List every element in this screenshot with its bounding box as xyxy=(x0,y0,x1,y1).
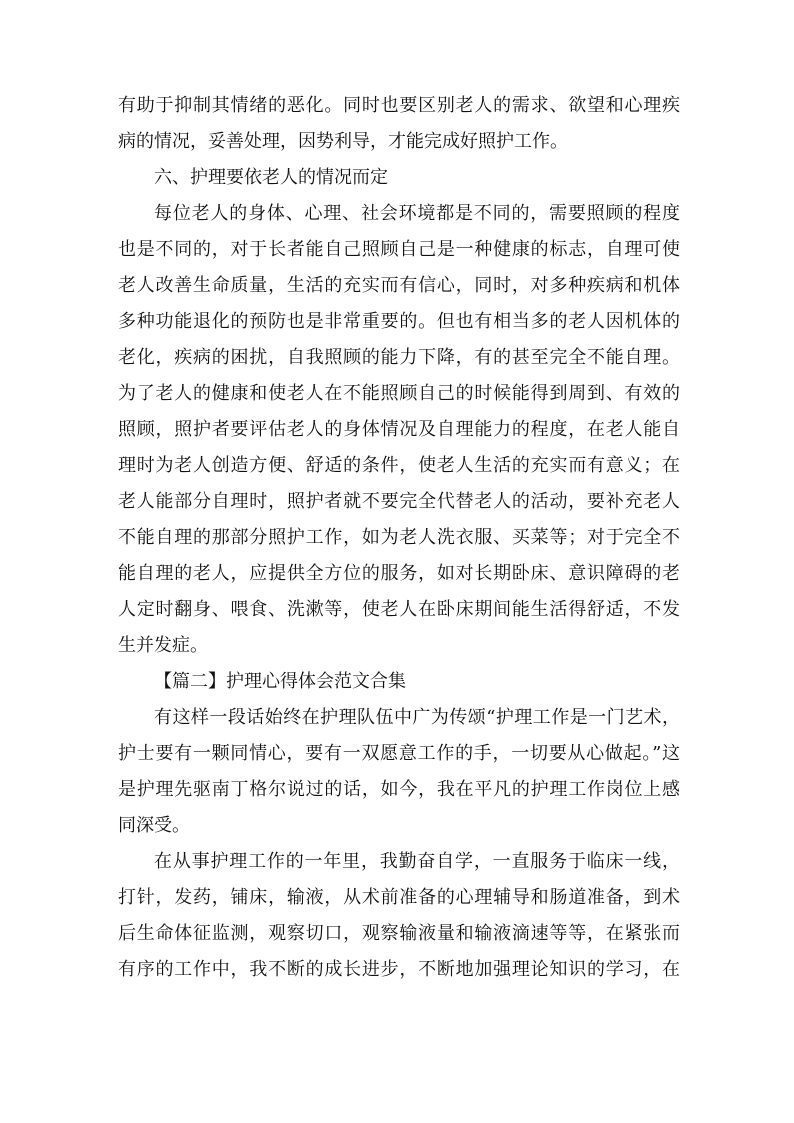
text-line: 理时为老人创造方便、舒适的条件，使老人生活的充实而有意义；在 xyxy=(118,455,680,476)
paragraph-care-by-condition xyxy=(118,196,680,664)
text-line: 多种功能退化的预防也是非常重要的。但也有相当多的老人因机体的 xyxy=(118,311,680,332)
text-line: 有序的工作中，我不断的成长进步，不断地加强理论知识的学习，在 xyxy=(118,959,680,980)
text-line: 是护理先驱南丁格尔说过的话，如今，我在平凡的护理工作岗位上感 xyxy=(118,779,680,800)
text-line: 老化，疾病的困扰，自我照顾的能力下降，有的甚至完全不能自理。 xyxy=(118,347,680,368)
text-line: 能自理的老人，应提供全方位的服务，如对长期卧床、意识障碍的老 xyxy=(118,563,680,584)
text-line: 同深受。 xyxy=(118,815,190,836)
text-line: 打针，发药，铺床，输液，从术前准备的心理辅导和肠道准备，到术 xyxy=(118,887,680,908)
document-body xyxy=(118,88,680,988)
section-heading-part2: 【篇二】护理心得体会范文合集 xyxy=(154,671,406,692)
text-line: 老人能部分自理时，照护者就不要完全代替老人的活动，要补充老人 xyxy=(118,491,680,512)
text-line: 老人改善生命质量，生活的充实而有信心，同时，对多种疾病和机体 xyxy=(118,275,680,296)
text-line: 也是不同的，对于长者能自己照顾自己是一种健康的标志，自理可使 xyxy=(118,239,680,260)
paragraph-continuation xyxy=(118,88,680,160)
text-line: 病的情况，妥善处理，因势利导，才能完成好照护工作。 xyxy=(118,131,568,152)
text-line: 照顾，照护者要评估老人的身体情况及自理能力的程度，在老人能自 xyxy=(118,419,680,440)
paragraph-work-experience xyxy=(118,844,680,988)
text-line: 每位老人的身体、心理、社会环境都是不同的，需要照顾的程度 xyxy=(154,203,680,224)
text-line: 生并发症。 xyxy=(118,635,208,656)
paragraph-nightingale-quote xyxy=(118,700,680,844)
text-line: 不能自理的那部分照护工作，如为老人洗衣服、买菜等；对于完全不 xyxy=(118,527,680,548)
text-line: 为了老人的健康和使老人在不能照顾自己的时候能得到周到、有效的 xyxy=(118,383,680,404)
section-heading-6: 六、护理要依老人的情况而定 xyxy=(154,167,388,188)
text-line: 人定时翻身、喂食、洗漱等，使老人在卧床期间能生活得舒适，不发 xyxy=(118,599,680,620)
text-line: 后生命体征监测，观察切口，观察输液量和输液滴速等等，在紧张而 xyxy=(118,923,680,944)
text-line: 有这样一段话始终在护理队伍中广为传颂“护理工作是一门艺术， xyxy=(154,707,680,728)
text-line: 有助于抑制其情绪的恶化。同时也要区别老人的需求、欲望和心理疾 xyxy=(118,95,680,116)
text-line: 在从事护理工作的一年里，我勤奋自学，一直服务于临床一线， xyxy=(154,851,680,872)
text-line: 护士要有一颗同情心，要有一双愿意工作的手，一切要从心做起。”这 xyxy=(118,743,680,764)
